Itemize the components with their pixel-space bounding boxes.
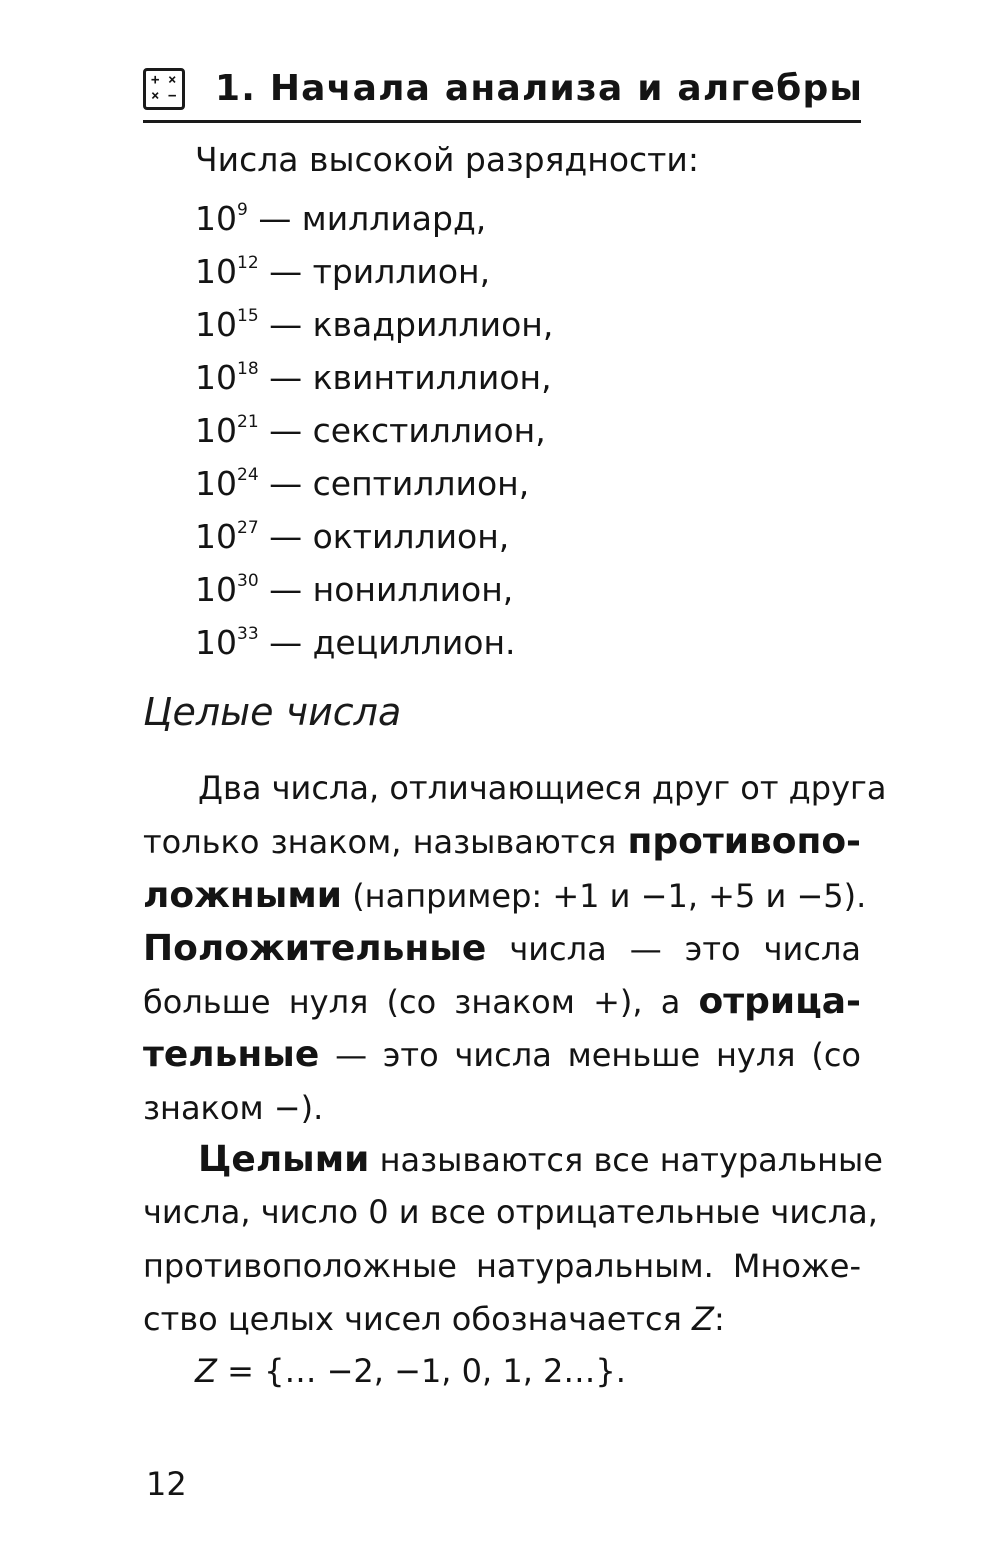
large-number-item bbox=[195, 404, 553, 457]
large-number-item bbox=[195, 351, 553, 404]
set-symbol: Z bbox=[692, 1299, 714, 1338]
number-name: — триллион, bbox=[258, 252, 491, 291]
large-number-item bbox=[195, 563, 553, 616]
number-base: 10 bbox=[195, 358, 237, 397]
large-number-item bbox=[195, 616, 553, 669]
number-name: — квинтиллион, bbox=[258, 358, 552, 397]
formula-body: = {… −2, −1, 0, 1, 2…}. bbox=[216, 1352, 626, 1390]
times-glyph: × bbox=[168, 72, 177, 88]
line-text: (например: +1 и −1, +5 и −5). bbox=[342, 876, 867, 915]
number-base: 10 bbox=[195, 570, 237, 609]
number-exponent: 27 bbox=[237, 518, 259, 538]
term-negative: отрица- bbox=[698, 981, 861, 1023]
line-text: знаком −). bbox=[143, 1088, 324, 1127]
text-line bbox=[143, 1186, 878, 1239]
number-base: 10 bbox=[195, 252, 237, 291]
set-symbol: Z bbox=[195, 1352, 217, 1390]
line-text: Два числа, отличающиеся друг от друга bbox=[198, 769, 887, 807]
number-exponent: 9 bbox=[237, 200, 248, 220]
number-name: — октиллион, bbox=[258, 517, 510, 556]
number-name: — секстиллион, bbox=[258, 411, 546, 450]
line-text: числа — это числа bbox=[486, 929, 861, 968]
number-base: 10 bbox=[195, 305, 237, 344]
chapter-title: 1. Начала анализа и алгебры bbox=[215, 68, 864, 109]
minus-glyph: − bbox=[168, 88, 177, 104]
multiply-glyph: × bbox=[151, 88, 160, 104]
number-exponent: 33 bbox=[237, 624, 259, 644]
line-text: ство целых чисел обозначается bbox=[143, 1299, 693, 1338]
line-text: только знаком, называются bbox=[143, 823, 628, 862]
text-line bbox=[143, 1240, 861, 1293]
term-opposite-end: ложными bbox=[143, 874, 343, 916]
text-line bbox=[143, 762, 887, 815]
section-title: Целые числа bbox=[143, 690, 402, 734]
integer-set-formula bbox=[195, 1352, 626, 1390]
text-line bbox=[143, 869, 867, 922]
line-text: противоположные натуральным. Множе- bbox=[143, 1246, 861, 1285]
number-base: 10 bbox=[195, 517, 237, 556]
text-line bbox=[143, 922, 861, 975]
number-base: 10 bbox=[195, 199, 237, 238]
number-base: 10 bbox=[195, 623, 237, 662]
number-base: 10 bbox=[195, 464, 237, 503]
large-number-item bbox=[195, 192, 553, 245]
paragraph-integers bbox=[143, 1133, 883, 1346]
header-divider bbox=[143, 120, 861, 123]
number-name: — дециллион. bbox=[258, 623, 516, 662]
number-exponent: 15 bbox=[237, 306, 259, 326]
text-line bbox=[143, 1293, 861, 1346]
large-number-item bbox=[195, 457, 553, 510]
number-name: — нониллион, bbox=[258, 570, 514, 609]
text-line bbox=[143, 1082, 861, 1135]
plus-glyph: + bbox=[151, 72, 160, 88]
text-line bbox=[143, 1133, 883, 1186]
text-line bbox=[143, 975, 861, 1028]
term-opposite: противопо- bbox=[627, 821, 861, 863]
line-text: — это числа меньше нуля (со bbox=[319, 1036, 861, 1075]
number-name: — миллиард, bbox=[247, 199, 487, 238]
line-text: : bbox=[713, 1299, 725, 1338]
number-exponent: 12 bbox=[237, 253, 259, 273]
term-positive: Положительные bbox=[143, 927, 487, 969]
number-exponent: 30 bbox=[237, 571, 259, 591]
number-exponent: 18 bbox=[237, 359, 259, 379]
large-number-item bbox=[195, 298, 553, 351]
line-text: называются все натуральные bbox=[369, 1141, 883, 1179]
number-exponent: 24 bbox=[237, 465, 259, 485]
page-number: 12 bbox=[146, 1465, 187, 1503]
math-operations-icon bbox=[143, 68, 185, 110]
text-line bbox=[143, 815, 861, 868]
text-line bbox=[143, 1028, 861, 1081]
number-name: — септиллион, bbox=[258, 464, 530, 503]
number-name: — квадриллион, bbox=[258, 305, 554, 344]
term-integers: Целыми bbox=[198, 1139, 370, 1180]
large-number-item bbox=[195, 245, 553, 298]
paragraph-opposite-numbers bbox=[143, 762, 887, 1135]
number-base: 10 bbox=[195, 411, 237, 450]
term-negative-end: тельные bbox=[143, 1034, 320, 1076]
number-exponent: 21 bbox=[237, 412, 259, 432]
line-text: больше нуля (со знаком +), а bbox=[143, 983, 699, 1022]
large-number-item bbox=[195, 510, 553, 563]
large-numbers-intro: Числа высокой разрядности: bbox=[195, 140, 699, 179]
chapter-header bbox=[143, 62, 864, 122]
large-numbers-list bbox=[195, 192, 553, 669]
line-text: числа, число 0 и все отрицательные числа, bbox=[143, 1193, 878, 1232]
